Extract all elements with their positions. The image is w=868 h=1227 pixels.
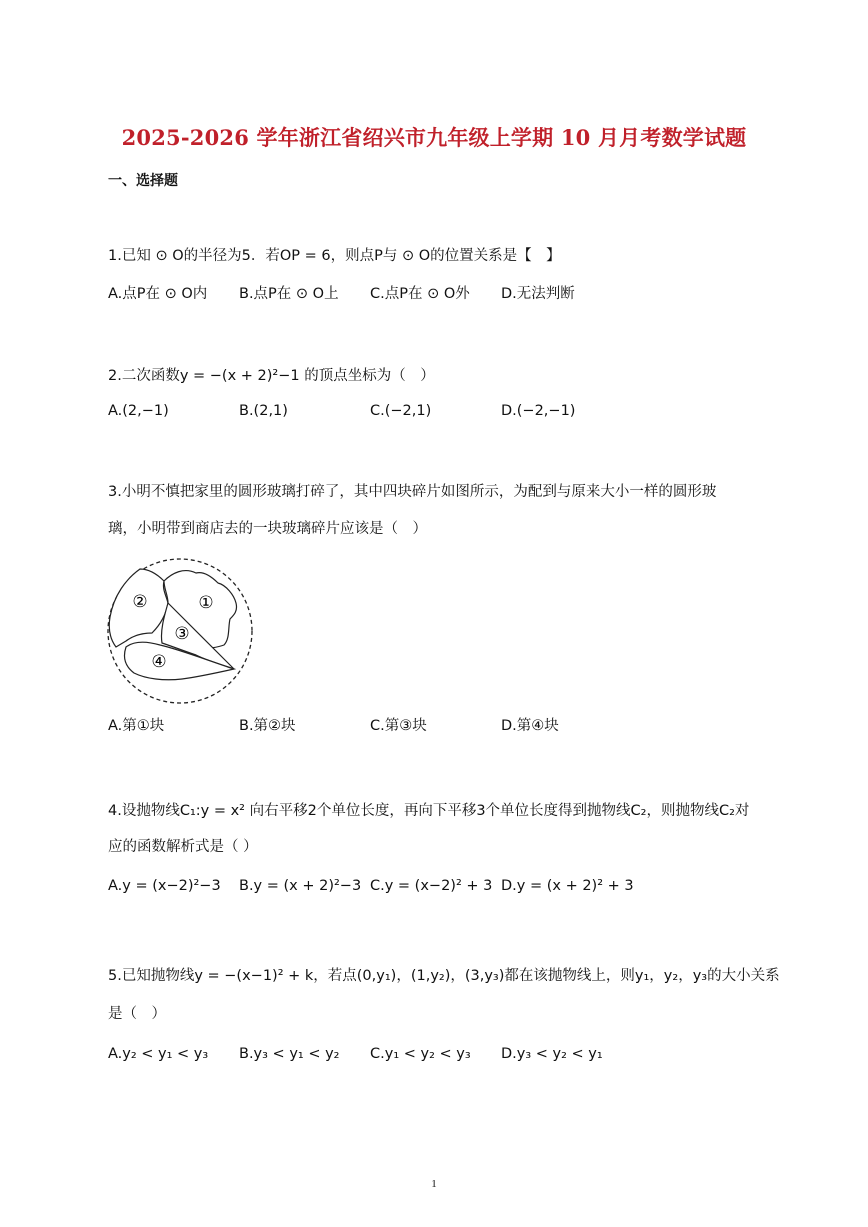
question-5-option-b: B.y₃ < y₁ < y₂ bbox=[239, 1046, 340, 1062]
question-2-option-a: A.(2,−1) bbox=[108, 403, 169, 419]
question-4-text-line-1: 4.设抛物线C₁:y = x² 向右平移2个单位长度，再向下平移3个单位长度得到抛物线C₂，则抛物线C₂对 bbox=[108, 803, 750, 819]
question-3-option-d: D.第④块 bbox=[501, 718, 559, 734]
question-1-option-d: D.无法判断 bbox=[501, 286, 575, 302]
page-title: 2025-2026 学年浙江省绍兴市九年级上学期 10 月月考数学试题 bbox=[121, 125, 747, 150]
question-1-option-b: B.点P在 ⊙ O上 bbox=[239, 286, 339, 302]
question-2-text: 2.二次函数y = −(x + 2)²−1 的顶点坐标为（ ） bbox=[108, 368, 435, 384]
section-heading: 一、选择题 bbox=[108, 173, 178, 189]
question-4-option-c: C.y = (x−2)² + 3 bbox=[370, 878, 493, 894]
label-piece-2: ② bbox=[132, 592, 148, 612]
question-4-text-line-2: 应的函数解析式是（ ） bbox=[108, 839, 258, 855]
question-2-option-c: C.(−2,1) bbox=[370, 403, 432, 419]
question-1-option-c: C.点P在 ⊙ O外 bbox=[370, 286, 470, 302]
question-3-option-a: A.第①块 bbox=[108, 718, 165, 734]
label-piece-1: ① bbox=[198, 593, 214, 613]
question-4-option-b: B.y = (x + 2)²−3 bbox=[239, 878, 362, 894]
label-piece-4: ④ bbox=[151, 652, 167, 672]
question-5-text-line-1: 5.已知抛物线y = −(x−1)² + k，若点(0,y₁)，(1,y₂)，(3,y₃)都在该抛物线上，则y₁，y₂，y₃的大小关系 bbox=[108, 968, 780, 984]
question-5-option-a: A.y₂ < y₁ < y₃ bbox=[108, 1046, 209, 1062]
question-4-option-d: D.y = (x + 2)² + 3 bbox=[501, 878, 634, 894]
question-3-text-line-2: 璃，小明带到商店去的一块玻璃碎片应该是（ ） bbox=[108, 521, 427, 537]
page-number: 1 bbox=[431, 1178, 437, 1190]
label-piece-3: ③ bbox=[174, 624, 190, 644]
question-2-option-d: D.(−2,−1) bbox=[501, 403, 576, 419]
question-3-text-line-1: 3.小明不慎把家里的圆形玻璃打碎了，其中四块碎片如图所示，为配到与原来大小一样的圆形玻 bbox=[108, 484, 717, 500]
question-1-text: 1.已知 ⊙ O的半径为5．若OP = 6，则点P与 ⊙ O的位置关系是【 】 bbox=[108, 248, 561, 264]
question-5-text-line-2: 是（ ） bbox=[108, 1006, 166, 1022]
question-3-option-c: C.第③块 bbox=[370, 718, 427, 734]
question-2-option-b: B.(2,1) bbox=[239, 403, 288, 419]
question-1-option-a: A.点P在 ⊙ O内 bbox=[108, 286, 208, 302]
question-5-option-c: C.y₁ < y₂ < y₃ bbox=[370, 1046, 471, 1062]
broken-glass-figure bbox=[104, 555, 256, 707]
question-3-option-b: B.第②块 bbox=[239, 718, 296, 734]
question-4-option-a: A.y = (x−2)²−3 bbox=[108, 878, 221, 894]
question-5-option-d: D.y₃ < y₂ < y₁ bbox=[501, 1046, 603, 1062]
